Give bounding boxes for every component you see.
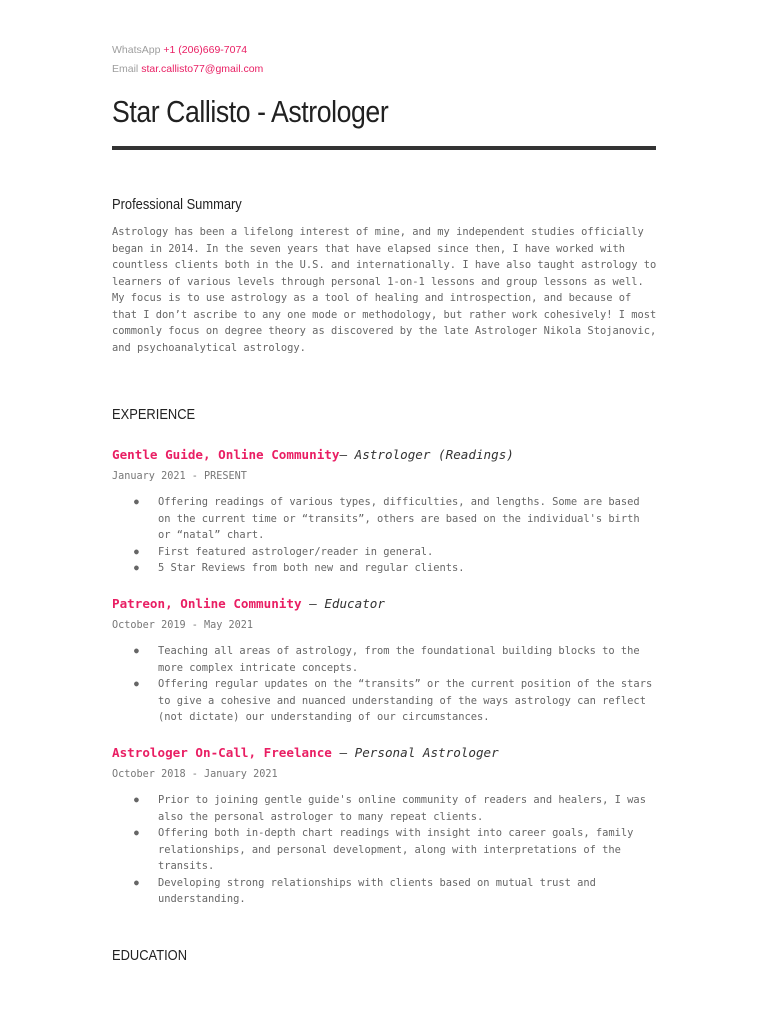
job-title <box>112 745 499 760</box>
education-heading: EDUCATION <box>112 947 188 964</box>
job-bullet-list <box>112 643 658 726</box>
list-item: ● Developing strong relationships with clients based on mutual trust and understanding. <box>112 875 658 908</box>
job-organization: Gentle Guide, Online Community <box>112 447 340 462</box>
job-role: Educator <box>324 596 385 611</box>
title-divider <box>112 146 656 150</box>
summary-text: Astrology has been a lifelong interest of mine, and my independent studies officially began in 2014. In the seven years that have elapsed since then, I have worked with countless clients both in the U.S. and internationally. I have also taught astrology to learners of various levels through personal 1-on-1 lessons and group lessons as well. My focus is to use astrology as a tool of healing and introspection, and because of that I don’t ascribe to any one mode or methodology, but rather work cohesively! I most commonly focus on degree theory as discovered by the late Astrologer Nikola Stojanovic, and psychoanalytical astrology. <box>112 226 657 354</box>
job-organization: Patreon, Online Community <box>112 596 302 611</box>
experience-heading: EXPERIENCE <box>112 406 196 423</box>
job-date: October 2018 - January 2021 <box>112 769 278 780</box>
email-label: Email <box>112 63 139 75</box>
contact-email <box>112 63 263 75</box>
whatsapp-number-link[interactable]: +1 (206)669-7074 <box>163 44 248 56</box>
email-link[interactable]: star.callisto77@gmail.com <box>141 63 264 75</box>
job-date: January 2021 - PRESENT <box>112 471 247 482</box>
summary-heading: Professional Summary <box>112 196 242 213</box>
page-title: Star Callisto - Astrologer <box>112 94 389 129</box>
job-dash: — <box>301 596 325 611</box>
contact-whatsapp <box>112 44 247 56</box>
list-item: ● Prior to joining gentle guide's online community of readers and healers, I was also the personal astrologer to many repeat clients. <box>112 792 658 825</box>
job-dash: — <box>339 447 355 462</box>
whatsapp-label: WhatsApp <box>112 44 161 56</box>
job-date: October 2019 - May 2021 <box>112 620 254 631</box>
list-item: ● First featured astrologer/reader in general. <box>112 544 658 561</box>
job-organization: Astrologer On-Call, Freelance <box>112 745 332 760</box>
list-item: ● Offering both in-depth chart readings with insight into career goals, family relationships, and personal development, along with interpretations of the transits. <box>112 825 658 875</box>
job-title <box>112 596 385 611</box>
list-item: ● Offering regular updates on the “transits” or the current position of the stars to give a cohesive and nuanced understanding of the ways astrology can reflect (not dictate) our understanding of our circumstances. <box>112 676 658 726</box>
list-item: ● Offering readings of various types, difficulties, and lengths. Some are based on the current time or “transits”, others are based on the individual's birth or “natal” chart. <box>112 494 658 544</box>
job-role: Astrologer (Readings) <box>354 447 514 462</box>
list-item: ● Teaching all areas of astrology, from the foundational building blocks to the more complex intricate concepts. <box>112 643 658 676</box>
job-dash: — <box>331 745 355 760</box>
job-bullet-list <box>112 792 658 908</box>
job-role: Personal Astrologer <box>354 745 499 760</box>
list-item: ● 5 Star Reviews from both new and regular clients. <box>112 560 658 577</box>
job-title <box>112 447 514 462</box>
job-bullet-list <box>112 494 658 577</box>
